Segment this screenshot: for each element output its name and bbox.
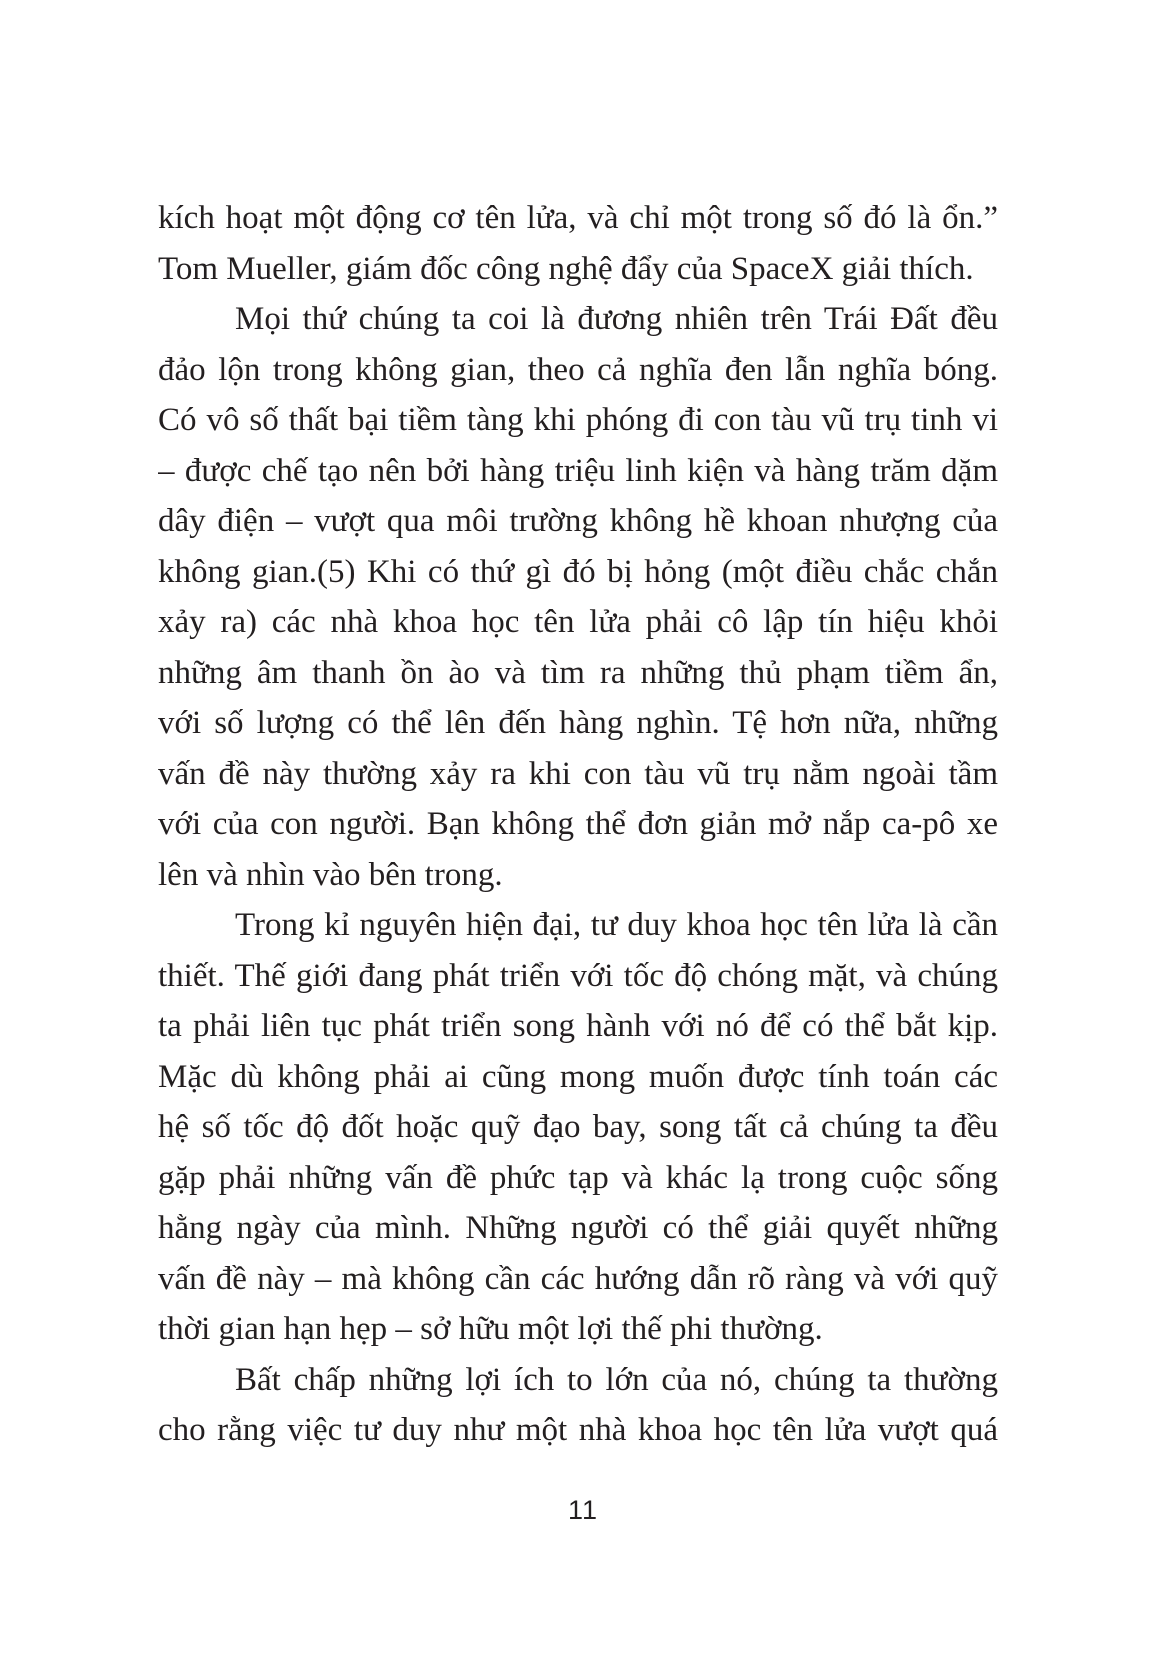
text-line: đảo lộn trong không gian, theo cả nghĩa đen lẫn nghĩa bóng.: [158, 351, 998, 388]
text-line: hằng ngày của mình. Những người có thể giải quyết những: [158, 1210, 998, 1246]
text-line: thời gian hạn hẹp – sở hữu một lợi thế phi thường.: [158, 1311, 823, 1347]
paragraph: [158, 193, 998, 294]
text-line: Có vô số thất bại tiềm tàng khi phóng đi con tàu vũ trụ tinh vi: [158, 402, 998, 438]
text-line: kích hoạt một động cơ tên lửa, và chỉ một trong số đó là ổn.”: [158, 200, 998, 236]
text-line: những âm thanh ồn ào và tìm ra những thủ phạm tiềm ẩn,: [158, 654, 998, 691]
text-line: Tom Mueller, giám đốc công nghệ đẩy của SpaceX giải thích.: [158, 250, 974, 287]
paragraph: [158, 1355, 998, 1456]
text-line: vấn đề này thường xảy ra khi con tàu vũ trụ nằm ngoài tầm: [158, 755, 998, 792]
paragraph: [158, 900, 998, 1355]
text-line: Bất chấp những lợi ích to lớn của nó, chúng ta thường: [235, 1361, 998, 1398]
text-line: xảy ra) các nhà khoa học tên lửa phải cô lập tín hiệu khỏi: [158, 604, 998, 640]
paragraph: [158, 294, 998, 900]
text-line: với của con người. Bạn không thể đơn giản mở nắp ca-pô xe: [158, 806, 998, 842]
text-line: ta phải liên tục phát triển song hành với nó để có thể bắt kịp.: [158, 1008, 998, 1044]
text-line: với số lượng có thể lên đến hàng nghìn. Tệ hơn nữa, những: [158, 705, 998, 741]
text-line: Mặc dù không phải ai cũng mong muốn được tính toán các: [158, 1058, 998, 1095]
text-line: lên và nhìn vào bên trong.: [158, 856, 503, 893]
text-line: không gian.(5) Khi có thứ gì đó bị hỏng (một điều chắc chắn: [158, 553, 998, 590]
body-text: [158, 193, 998, 1456]
text-line: thiết. Thế giới đang phát triển với tốc độ chóng mặt, và chúng: [158, 957, 998, 994]
text-line: vấn đề này – mà không cần các hướng dẫn rõ ràng và với quỹ: [158, 1260, 998, 1297]
text-line: Mọi thứ chúng ta coi là đương nhiên trên Trái Đất đều: [235, 301, 998, 337]
text-line: hệ số tốc độ đốt hoặc quỹ đạo bay, song tất cả chúng ta đều: [158, 1109, 998, 1145]
text-line: Trong kỉ nguyên hiện đại, tư duy khoa học tên lửa là cần: [235, 907, 998, 943]
text-line: gặp phải những vấn đề phức tạp và khác lạ trong cuộc sống: [158, 1159, 998, 1196]
text-line: – được chế tạo nên bởi hàng triệu linh kiện và hàng trăm dặm: [158, 452, 998, 489]
page-number: 11: [567, 1495, 599, 1525]
text-line: dây điện – vượt qua môi trường không hề khoan nhượng của: [158, 503, 998, 539]
text-line: cho rằng việc tư duy như một nhà khoa học tên lửa vượt quá: [158, 1412, 998, 1448]
